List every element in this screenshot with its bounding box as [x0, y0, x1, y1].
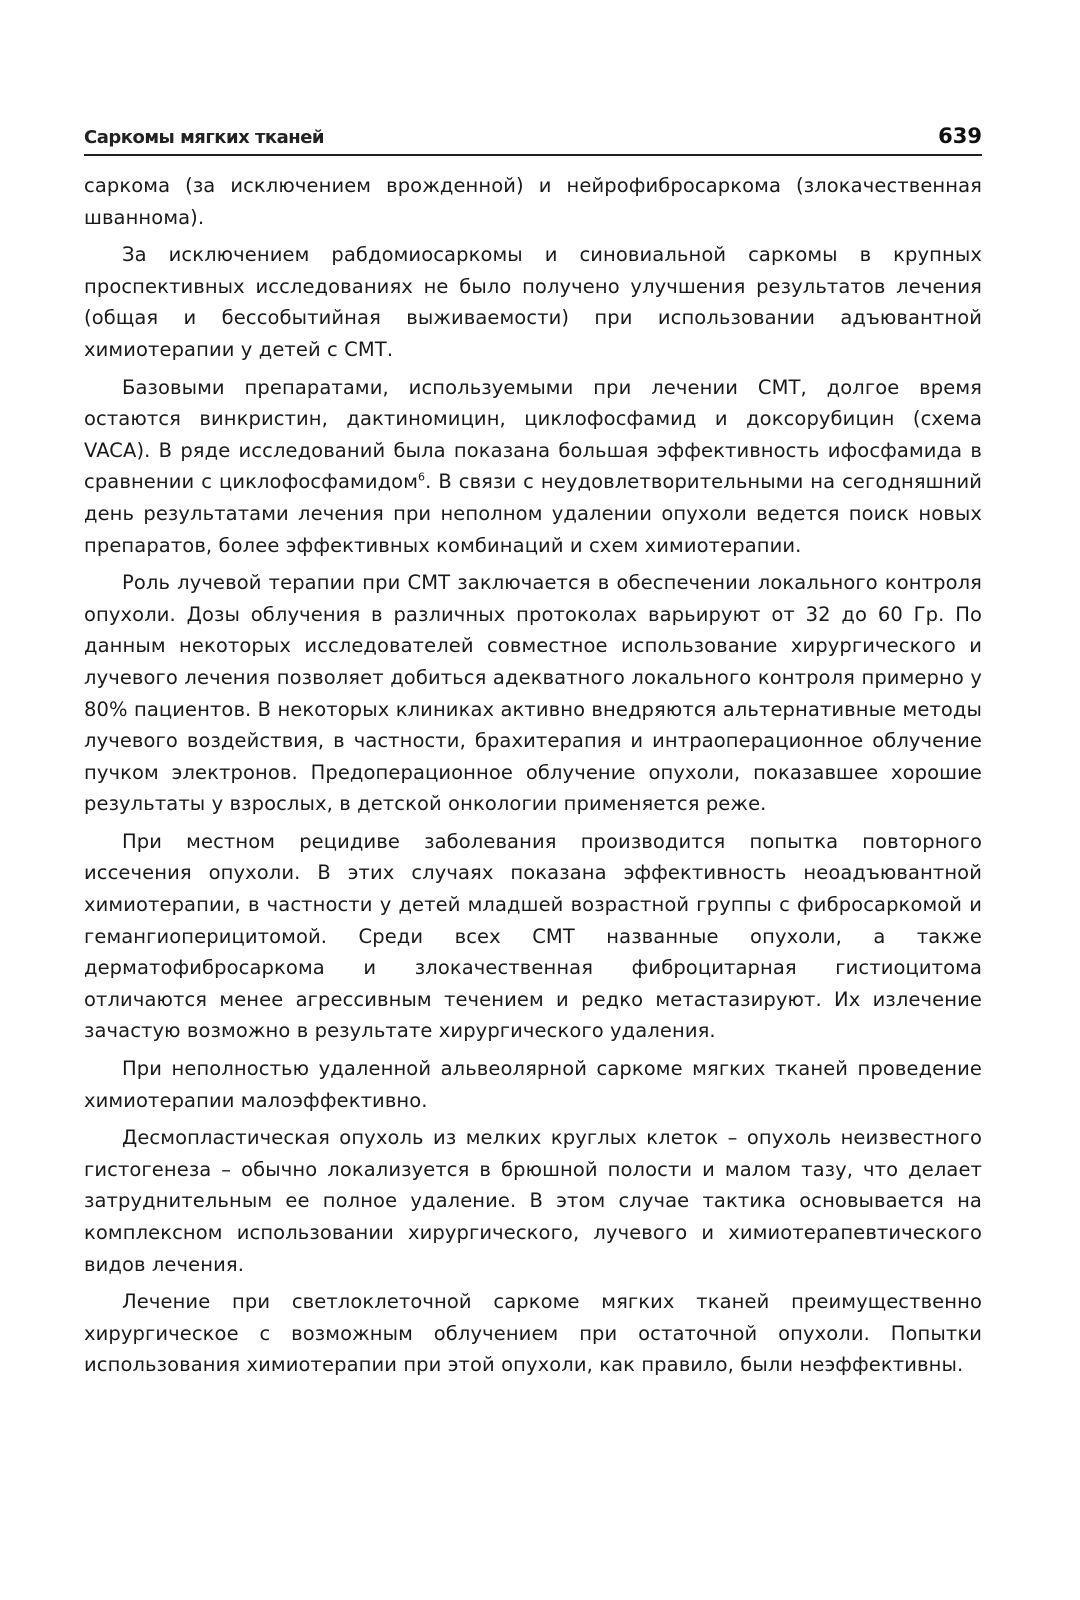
paragraph-alveolar-sarcoma: При неполностью удаленной альвеолярной саркоме мягких тканей проведение химиотерапии малоэффективно. — [84, 1057, 982, 1112]
paragraph-local-relapse: При местном рецидиве заболевания производится попытка повторного иссечения опухоли. В этих случаях показана эффективность неоадъювантной химиотерапии, в частности у детей младшей возрастной группы с фибросаркомой и гемангиоперицитомой. Среди всех СМТ названные опухоли, а также дерматофибросаркома и злокачественная фиброцитарная гистиоцитома отличаются менее агрессивным течением и редко метастазируют. Их излечение зачастую возможно в результате хирургического удаления. — [84, 829, 982, 1043]
page-number: 639 — [938, 124, 982, 148]
paragraph-continuation: саркома (за исключением врожденной) и нейрофибросаркома (злокачественная шваннома). — [84, 174, 982, 229]
paragraph-adjuvant-chemotherapy: За исключением рабдомиосаркомы и синовиальной саркомы в крупных проспективных исследованиях не было получено улучшения результатов лечения (общая и бессобытийная выживаемости) при использовании адъювантной химиотерапии у детей с СМТ. — [84, 243, 982, 361]
running-header — [84, 118, 982, 156]
paragraph-base-drugs — [84, 372, 982, 562]
paragraph-clear-cell-sarcoma: Лечение при светлоклеточной саркоме мягких тканей преимущественно хирургическое с возможным облучением при остаточной опухоли. Попытки использования химиотерапии при этой опухоли, как правило, были неэффективны. — [84, 1290, 982, 1377]
footnote-reference: 6 — [418, 470, 426, 484]
paragraph-radiation-therapy: Роль лучевой терапии при СМТ заключается в обеспечении локального контроля опухоли. Дозы облучения в различных протоколах варьируют от 32 до 60 Гр. По данным некоторых исследователей совместное использование хирургического и лучевого лечения позволяет добиться адекватного локального контроля примерно у 80% пациентов. В некоторых клиниках активно внедряются альтернативные методы лучевого воздействия, в частности, брахитерапия и интраоперационное облучение пучком электронов. Предоперационное облучение опухоли, показавшее хорошие результаты у взрослых, в детской онкологии применяется реже. — [84, 571, 982, 816]
paragraph-base-drugs-part1: Базовыми препаратами, используемыми при лечении СМТ, долгое время остаются винкристин, дактиномицин, циклофосфамид и доксорубицин (схема VACA). В ряде исследований была показана большая эффективность ифосфамида в сравнении с циклофосфамидом — [84, 375, 982, 494]
body-text — [84, 170, 982, 1387]
running-title: Саркомы мягких тканей — [84, 127, 325, 148]
paragraph-desmoplastic-tumor: Десмопластическая опухоль из мелких круглых клеток – опухоль неизвестного гистогенеза – обычно локализуется в брюшной полости и малом тазу, что делает затруднительным ее полное удаление. В этом случае тактика основывается на комплексном использовании хирургического, лучевого и химиотерапевтического видов лечения. — [84, 1126, 982, 1276]
paragraph-base-drugs-part2: . В связи с неудовлетворительными на сегодняшний день результатами лечения при неполном удалении опухоли ведется поиск новых препаратов, более эффективных комбинаций и схем химиотерапии. — [84, 470, 982, 557]
